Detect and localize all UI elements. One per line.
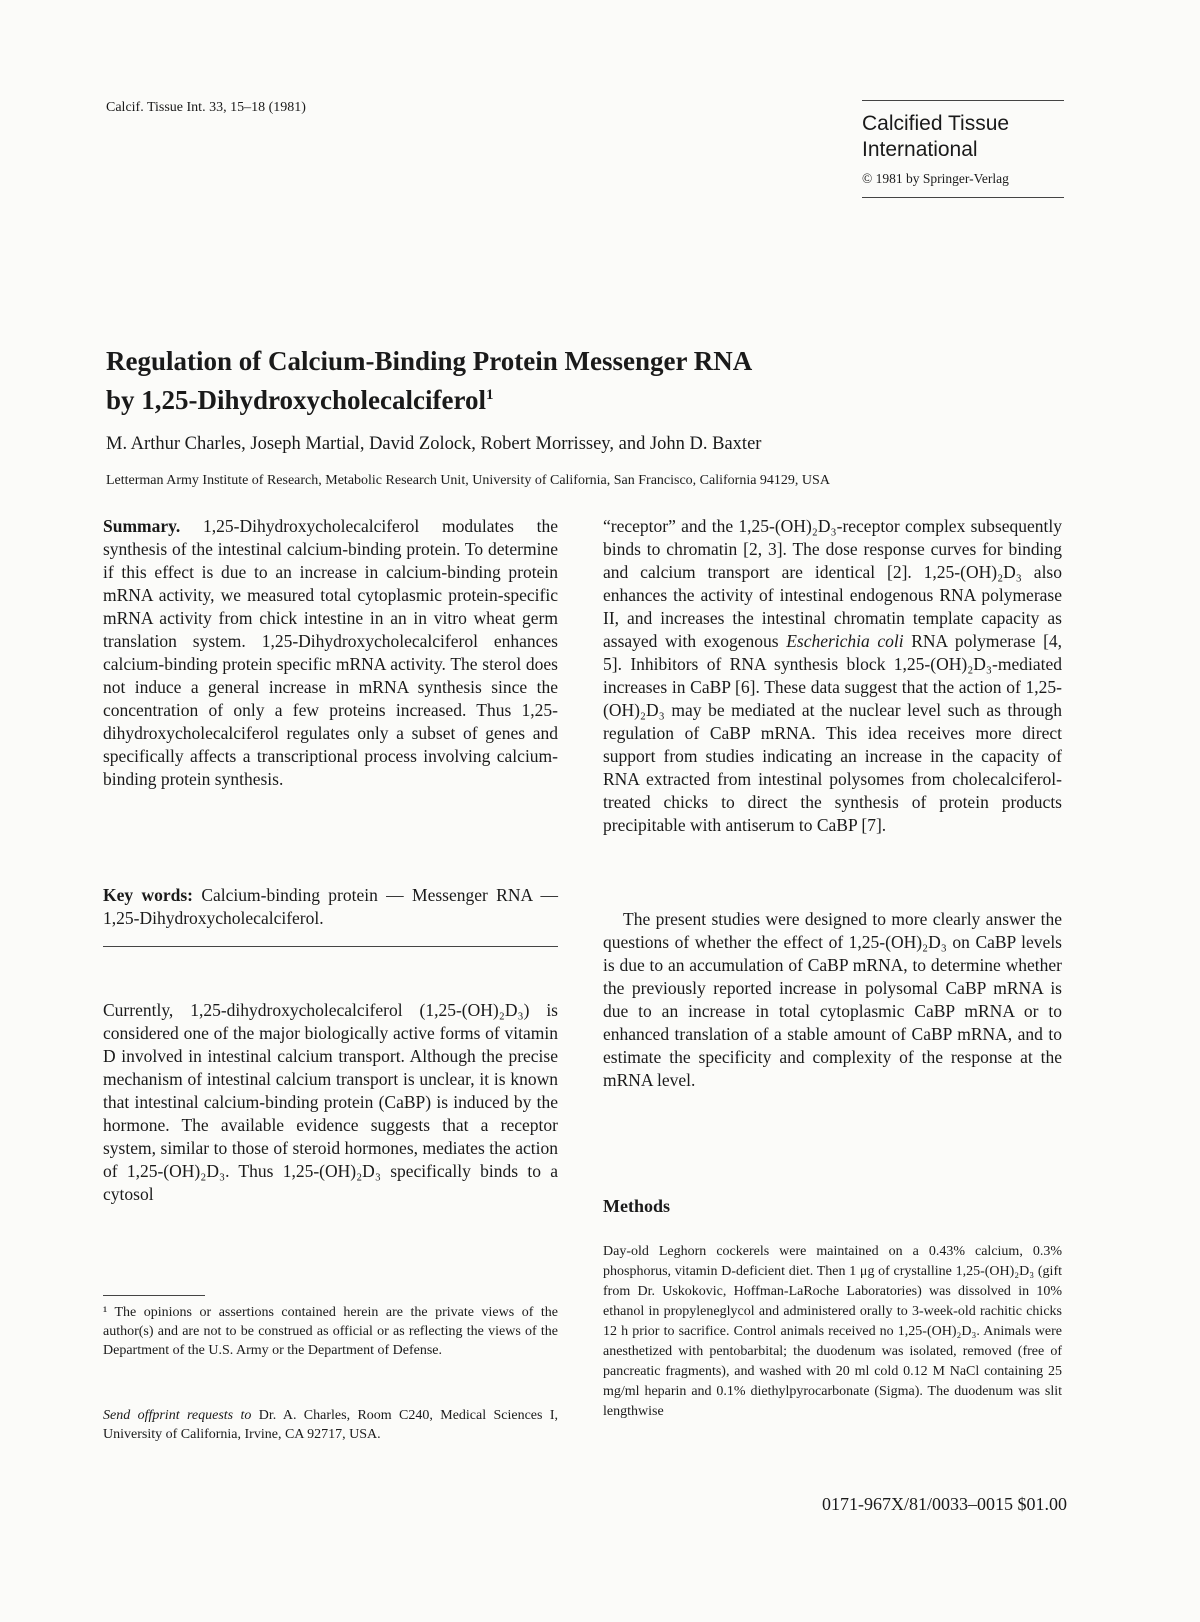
keywords-text: Calcium-binding protein — Messenger RNA — 1,25-Dihydroxycholecalciferol. — [103, 885, 558, 928]
offprint-request — [103, 1406, 558, 1444]
introduction-paragraph — [103, 999, 558, 1206]
keywords-paragraph — [103, 884, 558, 930]
title-footnote-mark: 1 — [485, 387, 494, 403]
journal-name-line1: Calcified Tissue — [862, 112, 1010, 135]
summary-label: Summary. — [103, 516, 181, 536]
title-line2-text: by 1,25-Dihydroxycholecalciferol — [106, 385, 486, 415]
species-name: Escherichia coli — [786, 631, 904, 651]
summary-paragraph — [103, 515, 558, 791]
author-list: M. Arthur Charles, Joseph Martial, David Zolock, Robert Morrissey, and John D. Baxter — [106, 434, 762, 454]
offprint-address: Dr. A. Charles, Room C240, Medical Sciences I, University of California, Irvine, CA 92717, USA. — [103, 1408, 558, 1442]
journal-name-line2: International — [862, 138, 978, 161]
author-affiliation: Letterman Army Institute of Research, Metabolic Research Unit, University of California, San Francisco, California 94129, USA — [106, 473, 830, 488]
receptor-text-part1: “receptor” and the 1,25-(OH)₂D₃-receptor complex subsequently binds to chromatin [2, 3]. The dose response curves for binding and calcium transport are identical [2]. 1,25-(OH)₂D₃ also enhances the activity of intestinal endogenous RNA polymerase II, and increases the intestinal chromatin template capacity as assayed with exogenous — [603, 516, 1062, 651]
keywords-label: Key words: — [103, 885, 193, 905]
article-title — [106, 344, 1006, 417]
masthead-top-rule — [862, 100, 1064, 101]
receptor-text-part2: RNA polymerase [4, 5]. Inhibitors of RNA synthesis block 1,25-(OH)₂D₃-mediated increases in CaBP [6]. These data suggest that the action of 1,25-(OH)₂D₃ may be mediated at the nuclear level such as through regulation of CaBP mRNA. This idea receives more direct support from studies indicating an increase in the capacity of RNA extracted from intestinal polysomes from cholecalciferol-treated chicks to direct the synthesis of protein products precipitable with antiserum to CaBP [7]. — [603, 631, 1063, 835]
footnote-divider — [103, 1295, 205, 1296]
introduction-text: Currently, 1,25-dihydroxycholecalciferol (1,25-(OH)₂D₃) is considered one of the major biologically active forms of vitamin D involved in intestinal calcium transport. Although the precise mechanism of intestinal calcium transport is unclear, it is known that intestinal calcium-binding protein (CaBP) is induced by the hormone. The available evidence suggests that a receptor system, similar to those of steroid hormones, mediates the action of 1,25-(OH)₂D₃. Thus 1,25-(OH)₂D₃ specifically binds to a cytosol — [103, 1000, 558, 1204]
methods-text: Day-old Leghorn cockerels were maintained on a 0.43% calcium, 0.3% phosphorus, vitamin D-deficient diet. Then 1 μg of crystalline 1,25-(OH)₂D₃ (gift from Dr. Uskokovic, Hoffman-LaRoche Laboratories) was dissolved in 10% ethanol in propyleneglycol and administered orally to 3-week-old rachitic chicks 12 h prior to sacrifice. Control animals received no 1,25-(OH)₂D₃. Animals were anesthetized with pentobarbital; the duodenum was isolated, removed (free of pancreatic fragments), and washed with 20 ml cold 0.12 M NaCl containing 25 mg/ml heparin and 0.1% diethylpyrocarbonate (Sigma). The duodenum was slit lengthwise — [603, 1244, 1062, 1419]
offprint-label: Send offprint requests to — [103, 1408, 252, 1423]
aims-text: The present studies were designed to more clearly answer the questions of whether the effect of 1,25-(OH)₂D₃ on CaBP levels is due to an accumulation of CaBP mRNA, to determine whether the previously reported increase in polysomal CaBP mRNA is due to an increase in total cytoplasmic CaBP mRNA or to enhanced translation of a stable amount of CaBP mRNA, and to estimate the specificity and complexity of the response at the mRNA level. — [603, 909, 1062, 1090]
summary-text: 1,25-Dihydroxycholecalciferol modulates the synthesis of the intestinal calcium-binding protein. To determine if this effect is due to an increase in calcium-binding protein mRNA activity, we measured total cytoplasmic protein-specific mRNA activity from chick intestine in an in vitro wheat germ translation system. 1,25-Dihydroxycholecalciferol enhances calcium-binding protein specific mRNA activity. The sterol does not induce a general increase in mRNA synthesis since the concentration of only a few proteins increased. Thus 1,25-dihydroxycholecalciferol regulates only a subset of genes and specifically affects a transcriptional process involving calcium-binding protein synthesis. — [103, 516, 558, 789]
keywords-divider — [103, 946, 558, 947]
issn-code: 0171-967X/81/0033–0015 $01.00 — [822, 1494, 1067, 1514]
masthead-bottom-rule — [862, 197, 1064, 198]
title-line2 — [106, 378, 1006, 417]
receptor-paragraph — [603, 515, 1062, 837]
aims-paragraph — [603, 908, 1062, 1092]
footnote: ¹ The opinions or assertions contained herein are the private views of the author(s) and are not to be construed as official or as reflecting the views of the Department of the U.S. Army or the Department of Defense. — [103, 1305, 558, 1358]
methods-heading: Methods — [603, 1196, 670, 1216]
journal-masthead — [862, 100, 1064, 198]
journal-citation: Calcif. Tissue Int. 33, 15–18 (1981) — [106, 100, 306, 115]
title-line1: Regulation of Calcium-Binding Protein Messenger RNA — [106, 346, 753, 376]
copyright-notice: © 1981 by Springer-Verlag — [862, 171, 1009, 186]
